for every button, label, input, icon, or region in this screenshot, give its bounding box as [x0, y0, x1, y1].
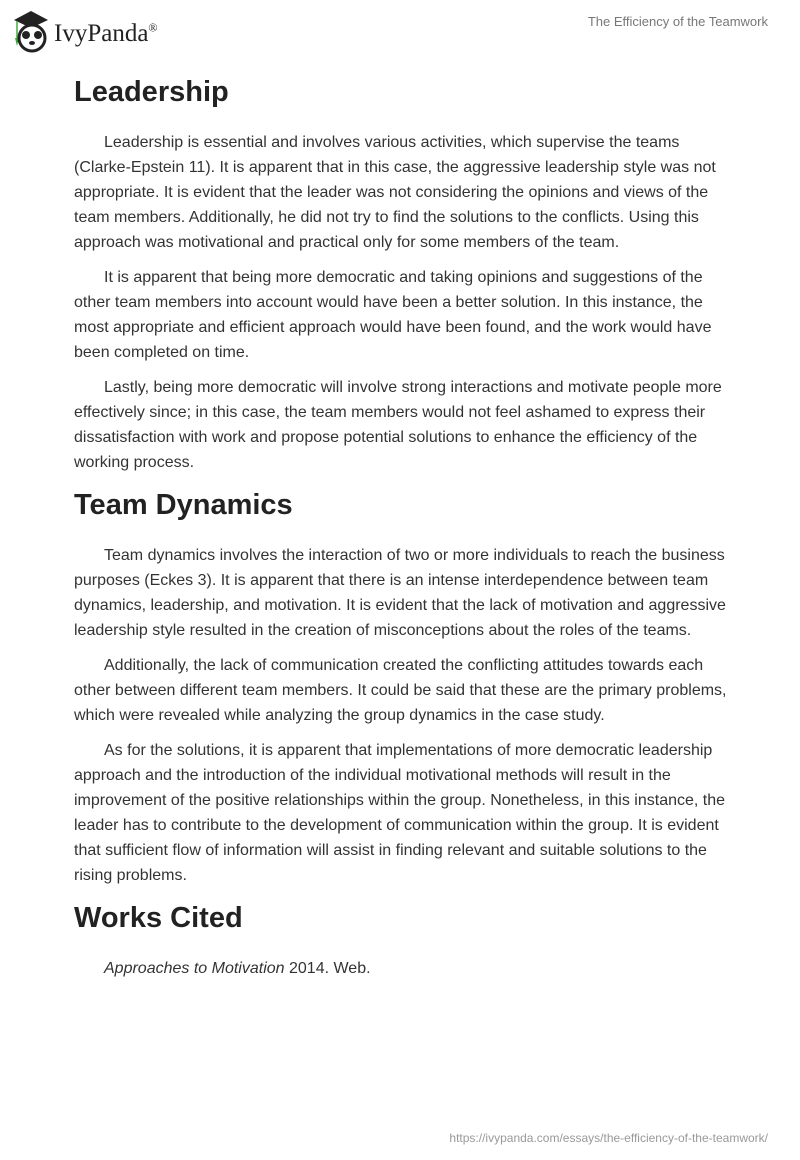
section-heading: Team Dynamics — [74, 489, 293, 521]
panda-logo-icon — [12, 8, 50, 54]
source-url[interactable]: https://ivypanda.com/essays/the-efficiency-of-the-teamwork/ — [449, 1131, 768, 1145]
section-leadership — [74, 72, 730, 475]
paragraph: It is apparent that being more democratic and taking opinions and suggestions of the other team members into account would have been a better solution. In this instance, the most appropriate and efficient approach would have been found, and the work would have been completed on time. — [74, 269, 712, 361]
citation-entry — [74, 956, 730, 981]
brand-name: IvyPanda — [54, 20, 149, 47]
essay-content — [74, 70, 730, 991]
citation-details: 2014. Web. — [284, 960, 371, 977]
section-works-cited — [74, 898, 730, 981]
paragraph: Additionally, the lack of communication created the conflicting attitudes towards each other between different team members. It could be said that these are the primary problems, which were revealed while analyzing the group dynamics in the case study. — [74, 657, 727, 724]
document-title: The Efficiency of the Teamwork — [587, 14, 768, 29]
registered-mark: ® — [148, 20, 158, 35]
section-heading: Leadership — [74, 76, 229, 108]
paragraph: Leadership is essential and involves various activities, which supervise the teams (Clarke-Epstein 11). It is apparent that in this case, the aggressive leadership style was not appropriate. It is evident that the leader was not considering the opinions and views of the team members. Additionally, he did not try to find the solutions to the conflicts. Using this approach was motivational and practical only for some members of the team. — [74, 134, 716, 251]
paragraph: As for the solutions, it is apparent that implementations of more democratic leadership approach and the introduction of the individual motivational methods will result in the improvement of the positive relationships within the group. Nonetheless, in this instance, the leader has to contribute to the development of communication within the group. It is evident that sufficient flow of information will assist in finding relevant and suitable solutions to the rising problems. — [74, 742, 726, 884]
citation-title: Approaches to Motivation — [104, 960, 285, 977]
ivypanda-logo[interactable] — [12, 8, 158, 54]
paragraph: Team dynamics involves the interaction of two or more individuals to reach the business purposes (Eckes 3). It is apparent that there is an intense interdependence between team dynamics, leadership, and motivation. It is evident that the lack of motivation and aggressive leadership style resulted in the creation of misconceptions about the roles of the teams. — [74, 547, 726, 639]
section-team-dynamics — [74, 485, 730, 888]
paragraph: Lastly, being more democratic will involve strong interactions and motivate people more effectively since; in this case, the team members would not feel ashamed to express their dissatisfaction with work and propose potential solutions to enhance the efficiency of the working process. — [74, 379, 722, 471]
section-heading: Works Cited — [74, 902, 243, 934]
